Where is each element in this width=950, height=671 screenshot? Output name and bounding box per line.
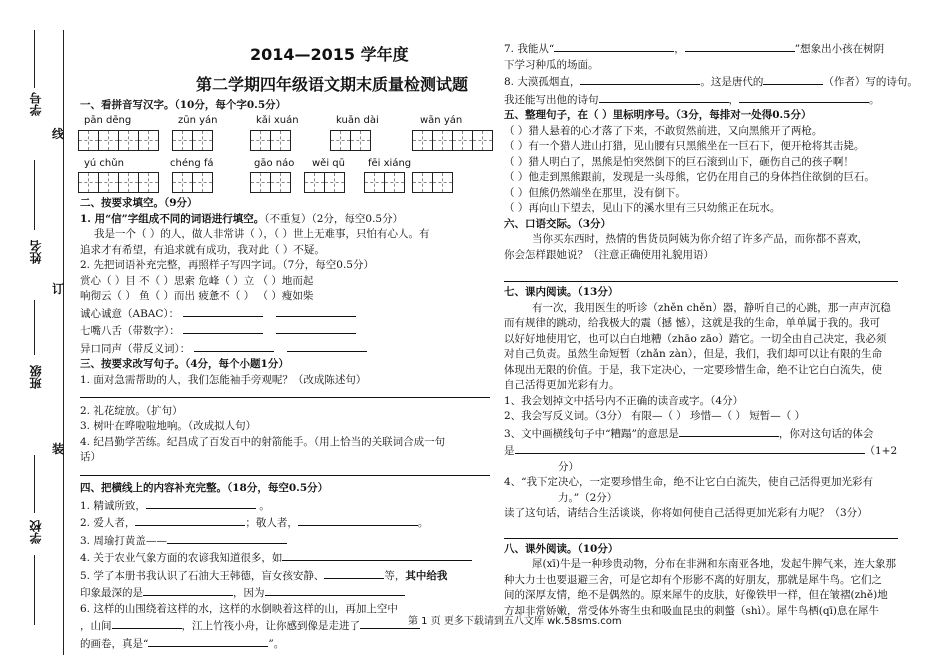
q2-s2-title: 2. 先把词语补充完整，再照样子写四字词。（7分，每空0.5分） — [80, 259, 374, 271]
q7-question: 分） — [558, 460, 579, 473]
char-grid[interactable] — [78, 172, 118, 193]
q4-item-3-row — [80, 532, 490, 550]
binding-line — [63, 30, 64, 655]
char-grid[interactable] — [172, 130, 212, 151]
q4-item: 3. 周瑜打黄盖—— — [80, 534, 167, 547]
q2-s2-line4-row — [80, 322, 490, 340]
q4-item: ，山间 — [80, 620, 112, 632]
pinyin: gāo náo — [254, 158, 295, 169]
answer-blank[interactable] — [146, 497, 256, 509]
exam-year: 2014—2015 学年度 — [250, 45, 409, 64]
answer-blank[interactable] — [194, 340, 274, 352]
answer-blank[interactable] — [276, 305, 356, 317]
q5-item: （ ）猎人悬着的心才落了下来，不敢贸然前进，又向黑熊开了两枪。 — [504, 124, 823, 137]
answer-blank[interactable] — [183, 305, 263, 317]
answer-blank[interactable] — [183, 322, 263, 334]
answer-blank[interactable] — [685, 40, 795, 52]
q7-para: 体现出无限的价值。于是，我下定决心，一定要珍惜生命，绝不让它白白流失，使 — [504, 363, 882, 376]
q4-7d: 下学习种瓜的场面。 — [504, 58, 599, 71]
q2-s1-note: （不重复）（2分，每空0.5分） — [264, 212, 404, 225]
q3-item: 话） — [80, 451, 101, 463]
answer-blank[interactable] — [554, 40, 674, 52]
pinyin: fēi xiáng — [368, 158, 412, 169]
q5-item: （ ）再向山下望去，见山下的溪水里有三只幼熊正在玩水。 — [504, 202, 781, 214]
answer-blank[interactable] — [739, 91, 869, 103]
q4-8d: 我还能写出他的诗句 — [504, 93, 599, 106]
q4-item: 4. 关于农业气象方面的农谚我知道很多，如 — [80, 552, 283, 564]
pinyin: pān dēng — [84, 115, 132, 126]
char-grid[interactable] — [172, 172, 212, 193]
q8-para: 间的深厚友情，绝不是偶然的。原来犀牛的皮肤，好像铁甲一样，但在皱褶(zhě)地 — [504, 589, 888, 601]
school-label: 学校 — [29, 520, 43, 544]
answer-blank[interactable] — [324, 567, 384, 579]
q4-fill: 其中给我 — [405, 569, 448, 582]
q7-question: 1、我会划掉文中括号内不正确的读音或字。（4分） — [504, 394, 744, 407]
q7-3c-row — [504, 442, 914, 460]
q2-s1-line1: 我是一个（ ）的人，做人非常讲（ ），（ ）世上无难事，只怕有心人。有 — [94, 228, 430, 240]
q4-item: ”。 — [268, 637, 285, 650]
q7-question: 读了这句话，请结合生活谈谈，你将如何使自己活得更加光彩有力呢？（3分） — [504, 507, 868, 519]
answer-line[interactable] — [80, 389, 490, 398]
exam-title: 第二学期四年级语文期末质量检测试题 — [196, 75, 469, 94]
char-grid[interactable] — [412, 130, 452, 151]
q4-8-row — [504, 73, 918, 91]
q4-item-2-row: 2. 爱人者， ；敬人者， 。 — [80, 514, 490, 532]
binding-margin — [0, 0, 72, 671]
blank-line — [34, 30, 35, 88]
q5-item: （ ）他走到黑熊跟前，发现是一头母熊，它仍在用自己的身体挡住欲倒的巨石。 — [504, 171, 875, 183]
char-grid[interactable] — [118, 172, 158, 193]
answer-blank[interactable] — [143, 584, 233, 596]
q5-heading: 五、整理句子，在（ ）里标明序号。（3分，每排对一处得0.5分） — [504, 109, 812, 121]
q4-7a: 7. 我能从“ — [504, 43, 555, 55]
answer-blank[interactable] — [679, 425, 779, 437]
q4-item: ，江上竹筏小舟，让你感到像是走进了 — [181, 620, 360, 632]
q7-para: 自己活得更加光彩有力。 — [504, 379, 620, 391]
q4-item: 2. 爱人者， — [80, 517, 136, 529]
q2-s2-line3-row — [80, 305, 490, 323]
q2-s2-line5: 异口同声（带反义词）： — [80, 342, 191, 355]
pinyin: kǎi xuán — [256, 115, 299, 126]
q4-item-5b-row — [80, 584, 490, 602]
answer-blank[interactable] — [167, 532, 287, 544]
class-label: 班级 — [29, 365, 43, 389]
q4-item-1-row: 1. 精诚所致， 。 — [80, 497, 490, 515]
char-grid[interactable] — [412, 172, 452, 193]
q4-item: 的画卷，真是“ — [80, 637, 149, 650]
q7-para: 而有规律的跳动，给我极大的震（撼 憾），这就是我的生命，单单属于我的。我可 — [504, 317, 881, 329]
q2-heading: 二、按要求填空。（9分） — [80, 197, 198, 209]
q2-s2-line1: 赏心（ ）目 不（ ）思索 危峰（ ）立 （ ）地而起 — [80, 274, 314, 287]
answer-blank[interactable] — [515, 442, 865, 454]
char-grid[interactable] — [452, 130, 492, 151]
answer-blank[interactable] — [599, 91, 729, 103]
answer-blank[interactable] — [287, 340, 367, 352]
q4-item-6c-row — [80, 635, 490, 653]
q4-7b: ， — [674, 43, 685, 55]
blank-line — [34, 160, 35, 230]
q4-item: 印象最深的是 — [80, 587, 143, 599]
q2-s2-line4: 七嘴八舌（带数字）： — [80, 325, 180, 337]
answer-blank[interactable] — [265, 584, 405, 596]
pinyin: yú chǔn — [84, 158, 124, 169]
pinyin: chéng fá — [170, 158, 214, 169]
q8-para: 方却非常娇嫩，常受体外寄生虫和吸血昆虫的刺螫（shì）。犀牛鸟栖(qī)息在犀牛 — [504, 604, 880, 617]
char-grid[interactable] — [250, 130, 290, 151]
q7-question: 4、“我下定决心，一定要珍惜生命，绝不让它白白流失，使自己活得更加光彩有 — [504, 476, 874, 488]
q4-item: 6. 这样的山围绕着这样的水，这样的水倒映着这样的山，再加上空中 — [80, 602, 398, 615]
answer-blank[interactable] — [580, 73, 700, 85]
q4-item-4-row — [80, 549, 490, 567]
q2-s2-line5-row — [80, 340, 490, 358]
q7-para: 以好好地使用它，也可以白白地糟（zhāo zāo）踏它。一切全由自己决定，我必须 — [504, 332, 887, 345]
q4-8c: （作者）写的诗句。 — [823, 76, 918, 88]
q8-heading: 八、课外阅读。（10分） — [504, 542, 619, 555]
q4-8a: 8. 大漠孤烟直， — [504, 76, 581, 88]
answer-blank[interactable] — [282, 549, 472, 561]
page-footer: 第 1 页 更多下载请到五八文库 wk.58sms.com — [408, 616, 622, 627]
answer-blank[interactable] — [276, 322, 356, 334]
q5-item: （ ）有一个猎人进山打猎，见山腰有只黑熊坐在一巨石下，便开枪将其击毙。 — [504, 140, 865, 152]
q8-para: 犀(xī)牛是一种珍贵动物，分布在非洲和东南亚各地，发起牛脾气来，连大象那 — [532, 558, 896, 570]
q4-item: 5. 学了本册书我认识了石油大王韩德，盲女孩安静、 — [80, 569, 325, 582]
answer-blank[interactable] — [112, 617, 182, 629]
q7-question: ，你对这句话的体会 — [778, 427, 874, 440]
blank-line — [34, 300, 35, 355]
q7-question: 3、文中画横线句子中“糟蹋”的意思是 — [504, 427, 679, 440]
q3-heading: 三、按要求改写句子。（4分，每个小题1分） — [80, 358, 289, 370]
q5-item: （ ）但熊仍然端坐在那里，没有倒下。 — [504, 186, 686, 199]
char-grid[interactable] — [118, 130, 158, 151]
q4-8b: 。这是唐代的 — [700, 76, 764, 88]
binding-mark-xian: 线 — [52, 127, 65, 141]
char-grid[interactable] — [304, 172, 344, 193]
binding-mark-ding: 订 — [52, 282, 65, 296]
char-grid[interactable] — [364, 172, 404, 193]
answer-line[interactable] — [80, 467, 490, 476]
q2-s1-title: 1. 用“信”字组成不同的词语进行填空。 — [80, 212, 265, 225]
q2-s2-line2: 响彻云（ ） 鱼（ ）而出 疲惫不（ ） （ ）瘦如柴 — [80, 290, 314, 302]
q2-s2-line3: 诚心诚意（ABAC）： — [80, 307, 180, 320]
pinyin: wān yán — [420, 115, 463, 126]
q2-s1-line2: 追求才有希望，有追求就有成功，我对此（ ）不疑。 — [80, 243, 325, 256]
answer-blank[interactable] — [135, 514, 245, 526]
q1-heading: 一、看拼音写汉字。（10分，每个字0.5分） — [80, 99, 287, 111]
pinyin: kuān dài — [336, 115, 379, 126]
answer-blank[interactable] — [763, 73, 823, 85]
pinyin: zūn yán — [178, 115, 218, 126]
answer-line[interactable] — [504, 522, 898, 539]
q2-s1-row — [80, 212, 490, 228]
q7-question: 力。”（2分） — [558, 491, 618, 504]
blank-line — [34, 555, 35, 625]
q4-7c: ”想象出小孩在树阴 — [794, 43, 885, 55]
q3-item: 2. 礼花绽放。（扩句） — [80, 404, 183, 417]
q3-item: 3. 树叶在哗啦啦地响。（改成拟人句） — [80, 420, 257, 432]
blank-line — [34, 455, 35, 513]
answer-blank[interactable] — [298, 514, 418, 526]
q7-para: 对自己负责。虽然生命短暂（zhǎn zàn），但是，我们，我们却可以让有限的生命 — [504, 348, 882, 360]
binding-mark-zhuang: 装 — [52, 442, 65, 456]
q8-para: 种大力士也要退避三舍，可是它却有个形影不离的好朋友，那就是犀牛鸟。它们之 — [504, 573, 882, 586]
q6-line2: 你会怎样跟她说？（注意正确使用礼貌用语） — [504, 248, 714, 261]
q7-question: （1+2 — [864, 445, 898, 457]
q7-para: 有一次，我用医生的听诊（zhěn chěn）器，静听自己的心跳，那一声声沉稳 — [532, 301, 891, 314]
q4-7-row — [504, 40, 914, 58]
name-label: 姓名 — [29, 240, 43, 264]
answer-line[interactable] — [504, 263, 898, 282]
q4-heading: 四、把横线上的内容补充完整。（18分，每空0.5分） — [80, 482, 329, 494]
q7-heading: 七、课内阅读。（13分） — [504, 286, 619, 298]
answer-blank[interactable] — [148, 635, 268, 647]
q4-item-5-row — [80, 567, 490, 585]
q5-item: （ ）猎人明白了，黑熊是怕突然倒下的巨石滚到山下，砸伤自己的孩子啊！ — [504, 155, 854, 168]
q4-fill: ，因为 — [233, 587, 265, 599]
q6-line1: 当你买东西时，热情的售货员阿姨为你介绍了许多产品，而你都不喜欢， — [532, 233, 868, 245]
q7-3-row — [504, 425, 914, 443]
q4-8d-row: 我还能写出他的诗句 ， 。 — [504, 91, 914, 109]
char-grid[interactable] — [250, 172, 290, 193]
q7-question: 是 — [504, 445, 515, 457]
q3-item: 4. 纪昌勤学苦练。纪昌成了百发百中的射箭能手。（用上恰当的关联词合成一句 — [80, 435, 446, 448]
q4-fill: 等， — [384, 569, 406, 582]
student-id-label: 学号 — [29, 92, 43, 116]
q6-heading: 六、口语交际。（3分） — [504, 217, 612, 230]
pinyin: wěi qū — [312, 158, 345, 169]
char-grid[interactable] — [330, 130, 370, 151]
q4-fill: ；敬人者， — [245, 517, 298, 529]
q7-question: 2、我会写反义词。（3分） 有限—（ ） 珍惜—（ ） 短暂—（ ） — [504, 410, 806, 422]
q3-item: 1. 面对急需帮助的人，我们怎能袖手旁观呢？（改成陈述句） — [80, 373, 367, 386]
char-grid[interactable] — [78, 130, 118, 151]
q4-item: 1. 精诚所致， — [80, 499, 146, 512]
